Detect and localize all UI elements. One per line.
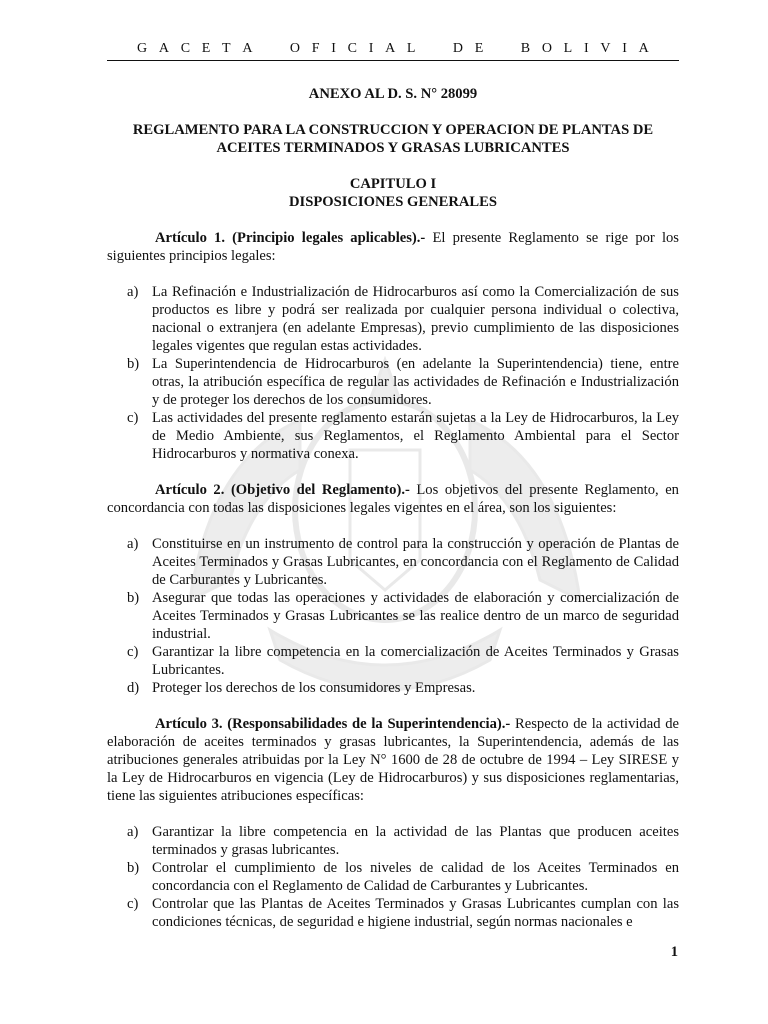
list-item-label: b) bbox=[127, 356, 140, 372]
list-item-text: La Refinación e Industrialización de Hidrocarburos así como la Comercialización de sus productos es libre y podrá ser realizada por cualquier persona individual o colectiva, nacional o extranjera (en adelante Empresas), previo cumplimiento de las disposiciones legales vigentes que regulan estas actividades. bbox=[152, 284, 679, 354]
list-item bbox=[127, 679, 679, 697]
header-letter: I bbox=[368, 41, 374, 56]
header-letter: I bbox=[622, 41, 627, 56]
annex-title: ANEXO AL D. S. N° 28099 bbox=[308, 86, 478, 102]
list-item-text: Constituirse en un instrumento de control para la construcción y operación de Plantas de Aceites Terminados y Grasas Lubricantes, en concordancia con el Reglamento de Calidad de Carburantes y Lubricantes. bbox=[152, 536, 679, 588]
list-item bbox=[127, 283, 679, 355]
list-item bbox=[127, 589, 679, 643]
list-item bbox=[127, 895, 679, 931]
header-letter: O bbox=[541, 41, 552, 56]
header-letter: E bbox=[474, 41, 484, 56]
header-letter: A bbox=[385, 41, 396, 56]
article-paragraph bbox=[107, 481, 679, 517]
list-item-text: Controlar el cumplimiento de los niveles de calidad de los Aceites Terminados en concordancia con el Reglamento de Calidad de Carburantes y Lubricantes. bbox=[152, 860, 679, 894]
header-letter bbox=[264, 40, 278, 58]
header-letter: L bbox=[406, 41, 416, 56]
chapter-heading bbox=[107, 175, 679, 211]
list-item bbox=[127, 859, 679, 895]
list-item-label: b) bbox=[127, 860, 140, 876]
gazette-header bbox=[107, 40, 679, 61]
header-letter: I bbox=[331, 41, 336, 56]
list-item bbox=[127, 535, 679, 589]
list-item-label: a) bbox=[127, 536, 139, 552]
header-letter: E bbox=[201, 41, 211, 56]
document-page bbox=[107, 40, 679, 931]
chapter-number: CAPITULO I bbox=[349, 176, 437, 192]
article-heading: Artículo 3. (Responsabilidades de la Superintendencia).- bbox=[155, 716, 511, 732]
page-number: 1 bbox=[670, 944, 678, 960]
header-letter: C bbox=[180, 41, 191, 56]
article-paragraph bbox=[107, 229, 679, 265]
header-letter: V bbox=[600, 41, 611, 56]
article-heading: Artículo 2. (Objetivo del Reglamento).- bbox=[155, 482, 410, 498]
list-item-text: Las actividades del presente reglamento estarán sujetas a la Ley de Hidrocarburos, la Ley de Medio Ambiente, sus Reglamentos, el Reglamento Ambiental para el Sector Hidrocarburos y normativa conexa. bbox=[152, 410, 679, 462]
list-item bbox=[127, 823, 679, 859]
list-item-text: La Superintendencia de Hidrocarburos (en adelante la Superintendencia) tiene, entre otras, la atribución específica de regular las actividades de Refinación e Industrialización y de proteger los derechos de los consumidores. bbox=[152, 356, 679, 408]
regulation-title-line: REGLAMENTO PARA LA CONSTRUCCION Y OPERACION DE PLANTAS DE bbox=[132, 122, 654, 138]
header-letter: A bbox=[158, 41, 169, 56]
header-letter: C bbox=[347, 41, 357, 56]
article-heading: Artículo 1. (Principio legales aplicables).- bbox=[155, 230, 426, 246]
article-text: Los objetivos del presente Reglamento, en concordancia con todas las disposiciones legales vigentes en el área, son los siguientes: bbox=[107, 482, 679, 516]
article-text: Respecto de la actividad de elaboración de aceites terminados y grasas lubricantes, la Superintendencia, además de las atribuciones generales atribuidas por la Ley N° 1600 de 28 de octubre de 1994 – Ley SIRESE y la Ley de Hidrocarburos en vigencia (Ley de Hidrocarburos) y sus disposiciones reglamentarias, tiene las siguientes atribuciones específicas: bbox=[107, 716, 679, 804]
list-item-label: a) bbox=[127, 284, 139, 300]
header-letter bbox=[427, 40, 441, 58]
list-item bbox=[127, 355, 679, 409]
list-item-text: Controlar que las Plantas de Aceites Terminados y Grasas Lubricantes cumplan con las condiciones técnicas, de seguridad e higiene industrial, según normas nacionales e bbox=[152, 896, 679, 930]
header-letter: F bbox=[311, 41, 320, 56]
list-item-text: Garantizar la libre competencia en la comercialización de Aceites Terminados y Grasas Lubricantes. bbox=[152, 644, 679, 678]
list-item-text: Proteger los derechos de los consumidores y Empresas. bbox=[152, 680, 476, 696]
header-letter: O bbox=[289, 41, 300, 56]
regulation-title-line: ACEITES TERMINADOS Y GRASAS LUBRICANTES bbox=[216, 140, 570, 156]
header-letter: A bbox=[638, 41, 649, 56]
chapter-name: DISPOSICIONES GENERALES bbox=[288, 194, 498, 210]
list-item bbox=[127, 409, 679, 463]
list-item-label: a) bbox=[127, 824, 139, 840]
header-letter: L bbox=[563, 41, 573, 56]
article-text: El presente Reglamento se rige por los siguientes principios legales: bbox=[107, 230, 679, 264]
header-letter: T bbox=[222, 41, 231, 56]
articles-section bbox=[107, 229, 679, 931]
list-item-label: b) bbox=[127, 590, 140, 606]
list-item-text: Garantizar la libre competencia en la actividad de las Plantas que producen aceites terminados y grasas lubricantes. bbox=[152, 824, 679, 858]
article-list bbox=[107, 535, 679, 697]
list-item-label: c) bbox=[127, 644, 139, 660]
article-paragraph bbox=[107, 715, 679, 805]
list-item-label: c) bbox=[127, 896, 139, 912]
header-letter bbox=[495, 40, 509, 58]
header-letter: D bbox=[452, 41, 464, 56]
header-letter: B bbox=[520, 41, 531, 56]
regulation-title bbox=[107, 121, 679, 157]
header-letter: I bbox=[583, 41, 589, 56]
article-list bbox=[107, 283, 679, 463]
list-item bbox=[127, 643, 679, 679]
article-list bbox=[107, 823, 679, 931]
list-item-label: d) bbox=[127, 680, 140, 696]
header-letter: G bbox=[137, 41, 148, 56]
list-item-text: Asegurar que todas las operaciones y actividades de elaboración y comercialización de Aceites Terminados y Grasas Lubricantes se las realice dentro de un marco de seguridad industrial. bbox=[152, 590, 679, 642]
list-item-label: c) bbox=[127, 410, 139, 426]
header-letter: A bbox=[242, 41, 253, 56]
